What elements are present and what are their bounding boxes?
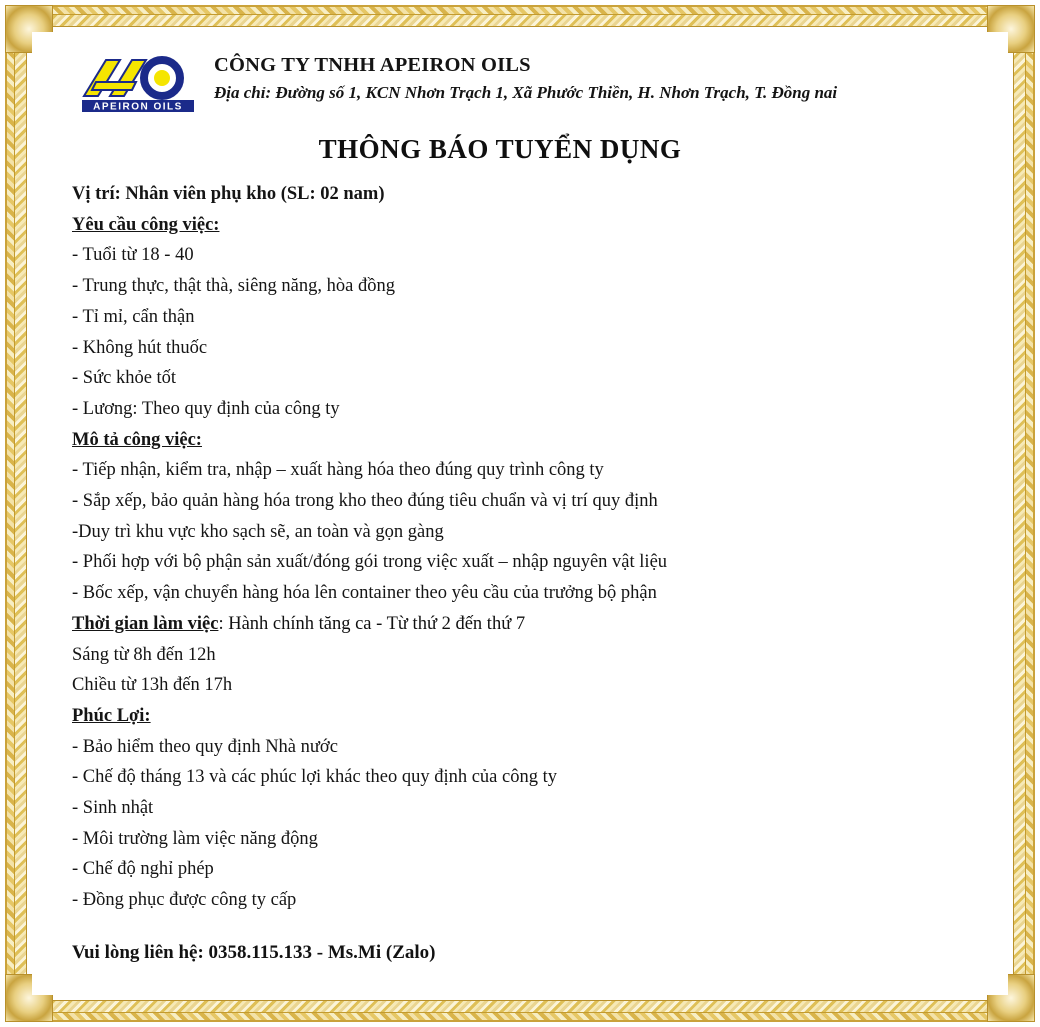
company-address: Địa chỉ: Đường số 1, KCN Nhơn Trạch 1, Xã Phước Thiền, H. Nhơn Trạch, T. Đồng nai bbox=[214, 83, 838, 102]
list-item: - Tuổi từ 18 - 40 bbox=[72, 245, 194, 266]
list-item: - Không hút thuốc bbox=[72, 337, 208, 358]
section-heading-working-time bbox=[72, 609, 982, 640]
section-title: Phúc Lợi: bbox=[72, 705, 151, 726]
list-item: - Lương: Theo quy định của công ty bbox=[72, 398, 340, 419]
section-heading-job-description bbox=[72, 425, 982, 456]
page-title: THÔNG BÁO TUYỂN DỤNG bbox=[318, 134, 682, 164]
position-line: Vị trí: Nhân viên phụ kho (SL: 02 nam) bbox=[72, 184, 385, 204]
section-title: Thời gian làm việc bbox=[72, 613, 219, 634]
section-heading-benefits bbox=[72, 701, 982, 732]
list-item: - Sắp xếp, bảo quản hàng hóa trong kho theo đúng tiêu chuẩn và vị trí quy định bbox=[72, 491, 658, 512]
list-item: - Chế độ tháng 13 và các phúc lợi khác theo quy định của công ty bbox=[72, 767, 557, 788]
list-item: -Duy trì khu vực kho sạch sẽ, an toàn và gọn gàng bbox=[72, 521, 444, 542]
list-item: - Bảo hiểm theo quy định Nhà nước bbox=[72, 736, 338, 757]
list-item: - Sinh nhật bbox=[72, 798, 154, 819]
spacer bbox=[72, 916, 982, 942]
document-body bbox=[58, 179, 982, 942]
apeiron-oils-logo-icon bbox=[76, 52, 200, 116]
list-item: Chiều từ 13h đến 17h bbox=[72, 675, 233, 696]
list-item: - Chế độ nghỉ phép bbox=[72, 859, 214, 880]
list-item: - Tỉ mỉ, cẩn thận bbox=[72, 306, 195, 327]
list-item: - Đồng phục được công ty cấp bbox=[72, 890, 297, 911]
document-header bbox=[58, 48, 982, 116]
section-heading-requirements bbox=[72, 210, 982, 241]
contact-line: Vui lòng liên hệ: 0358.115.133 - Ms.Mi (Zalo) bbox=[72, 941, 436, 963]
list-item: - Phối hợp với bộ phận sản xuất/đóng gói trong việc xuất – nhập nguyên vật liệu bbox=[72, 552, 668, 573]
company-info bbox=[214, 48, 837, 103]
section-title: Mô tả công việc: bbox=[72, 429, 202, 450]
list-item: - Tiếp nhận, kiểm tra, nhập – xuất hàng hóa theo đúng quy trình công ty bbox=[72, 460, 604, 481]
svg-text:APEIRON OILS: APEIRON OILS bbox=[93, 101, 183, 113]
section-title-tail: : Hành chính tăng ca - Từ thứ 2 đến thứ 7 bbox=[218, 613, 526, 634]
list-item: - Môi trường làm việc năng động bbox=[72, 828, 318, 849]
document-content bbox=[32, 32, 1008, 995]
company-name: CÔNG TY TNHH APEIRON OILS bbox=[214, 54, 531, 76]
section-title: Yêu cầu công việc: bbox=[72, 214, 220, 235]
list-item: - Trung thực, thật thà, siêng năng, hòa đồng bbox=[72, 276, 395, 297]
company-logo bbox=[76, 48, 200, 116]
list-item: - Bốc xếp, vận chuyển hàng hóa lên container theo yêu cầu của trưởng bộ phận bbox=[72, 583, 657, 604]
list-item: - Sức khỏe tốt bbox=[72, 368, 177, 389]
list-item: Sáng từ 8h đến 12h bbox=[72, 644, 216, 665]
